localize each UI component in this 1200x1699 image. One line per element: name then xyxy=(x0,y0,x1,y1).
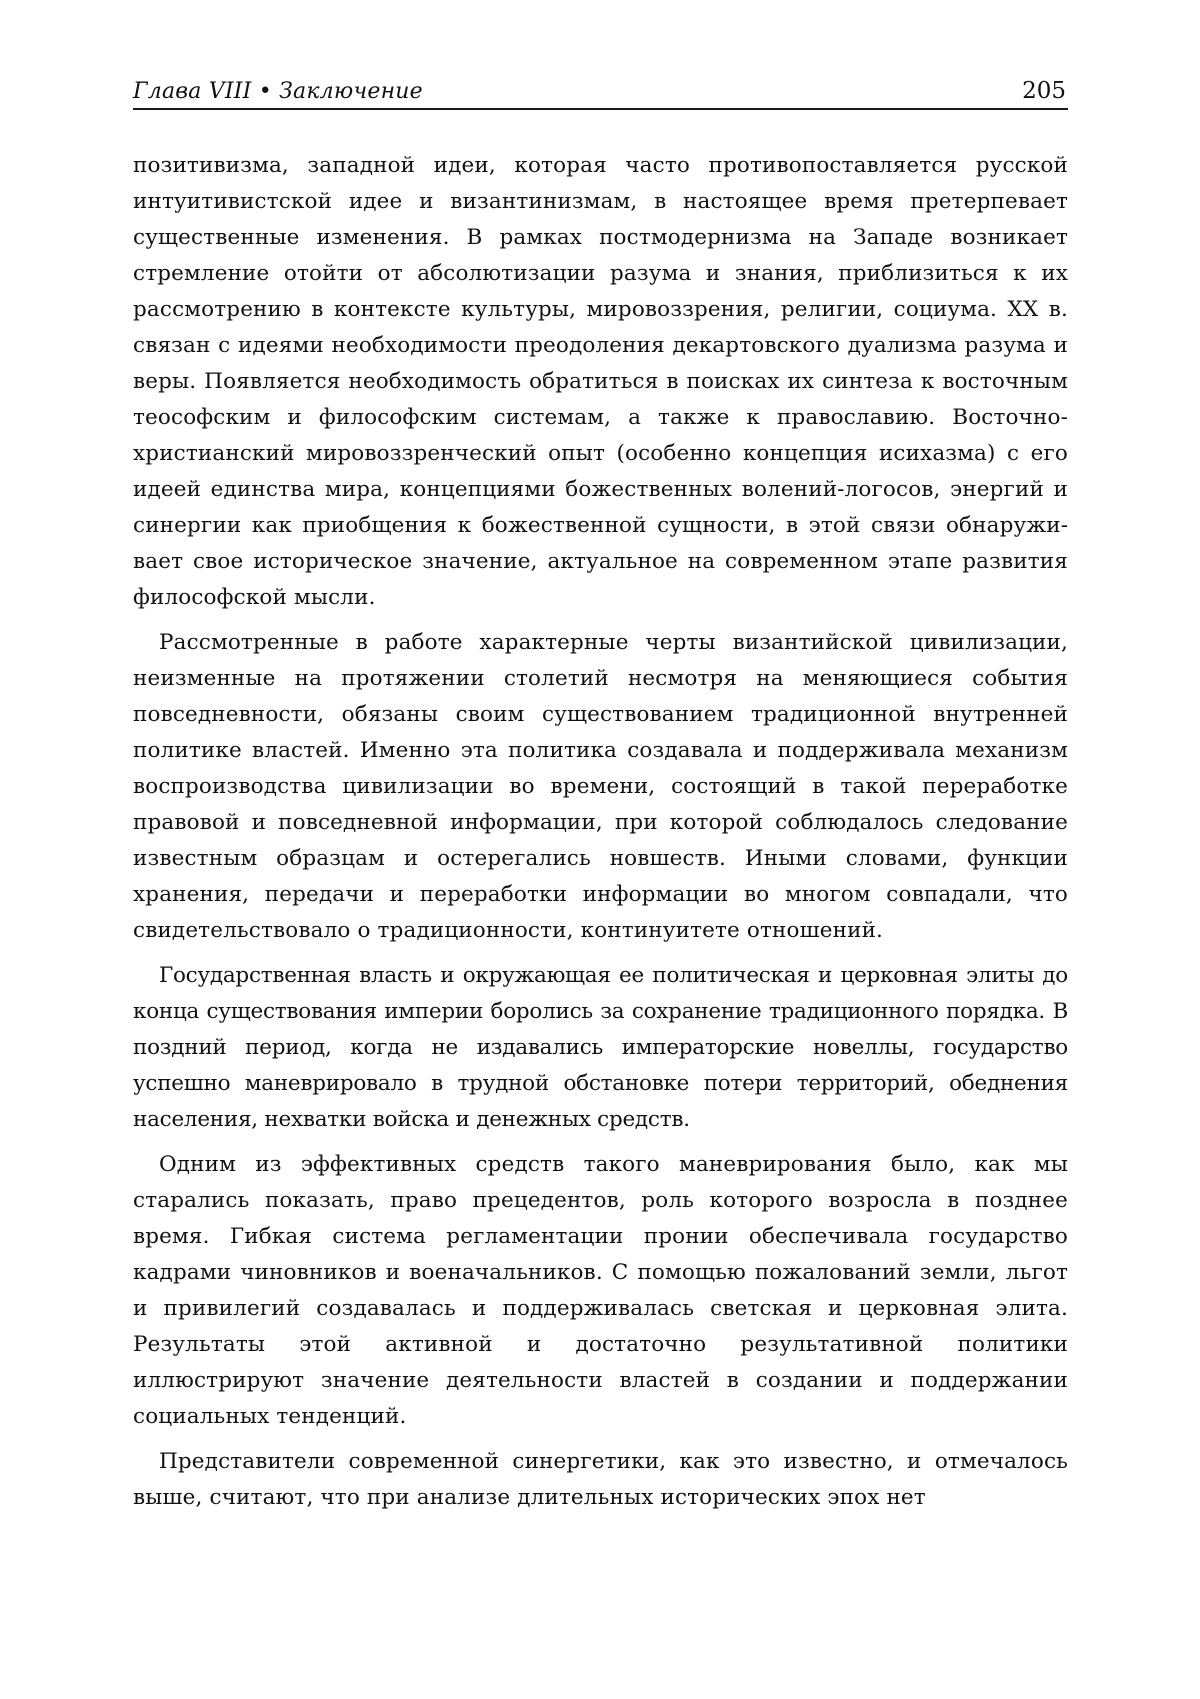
running-head xyxy=(133,70,1068,110)
body-text xyxy=(133,148,1068,1516)
paragraph: Рассмотренные в работе характерные черты византийской цивилиза­ции, неизменные на протяжении столетий несмотря на меняющиеся со­бытия повседневности, обязаны своим существованием традиционной внутренней политике властей. Именно эта политика создавала и под­держивала механизм воспроизводства цивилизации во времени, состо­ящий в такой переработке правовой и повседневной информации, при которой соблюдалось следование известным образцам и остерегались новшеств. Иными словами, функции хранения, передачи и переработки информации во многом совпадали, что свидетельствовало о традицион­ности, континуитете отношений. xyxy=(133,625,1068,949)
paragraph: позитивизма, западной идеи, которая часто противопоставляется рус­ской интуитивистской идее и византинизмам, в настоящее время пре­терпевает существенные изменения. В рамках постмодернизма на За­паде возникает стремление отойти от абсолютизации разума и знания, приблизиться к их рассмотрению в контексте культуры, мировоззрения, религии, социума. XX в. связан с идеями необходимости преодоления декартовского дуализма разума и веры. Появляется необходимость об­ратиться в поисках их синтеза к восточным теософским и философским системам, а также к православию. Восточно-христианский мировоз­зренческий опыт (особенно концепция исихазма) с его идеей единства мира, концепциями божественных волений-логосов, энергий и синер­гии как приобщения к божественной сущности, в этой связи обнаружи­вает свое историческое значение, актуальное на современном этапе раз­вития философской мысли. xyxy=(133,148,1068,616)
paragraph: Одним из эффективных средств такого маневрирования было, как мы старались показать, право прецедентов, роль которого возросла в поз­днее время. Гибкая система регламентации пронии обеспечивала госу­дарство кадрами чиновников и военачальников. С помощью пожалова­ний земли, льгот и привилегий создавалась и поддерживалась светская и церковная элита. Результаты этой активной и достаточно результатив­ной политики иллюстрируют значение деятельности властей в создании и поддержании социальных тенденций. xyxy=(133,1147,1068,1435)
book-page xyxy=(133,70,1068,1650)
paragraph: Государственная власть и окружающая ее политическая и церковная эли­ты до конца существования империи боролись за сохранение традиционно­го порядка. В поздний период, когда не издавались императорские новеллы, государство успешно маневрировало в трудной обстановке потери террито­рий, обеднения населения, нехватки войска и денежных средств. xyxy=(133,958,1068,1138)
page-number: 205 xyxy=(1022,78,1066,104)
paragraph: Представители современной синергетики, как это известно, и отмеча­лось выше, считают, что при анализе длительных исторических эпох нет xyxy=(133,1444,1068,1516)
chapter-title: Глава VIII • Заключение xyxy=(133,79,423,104)
